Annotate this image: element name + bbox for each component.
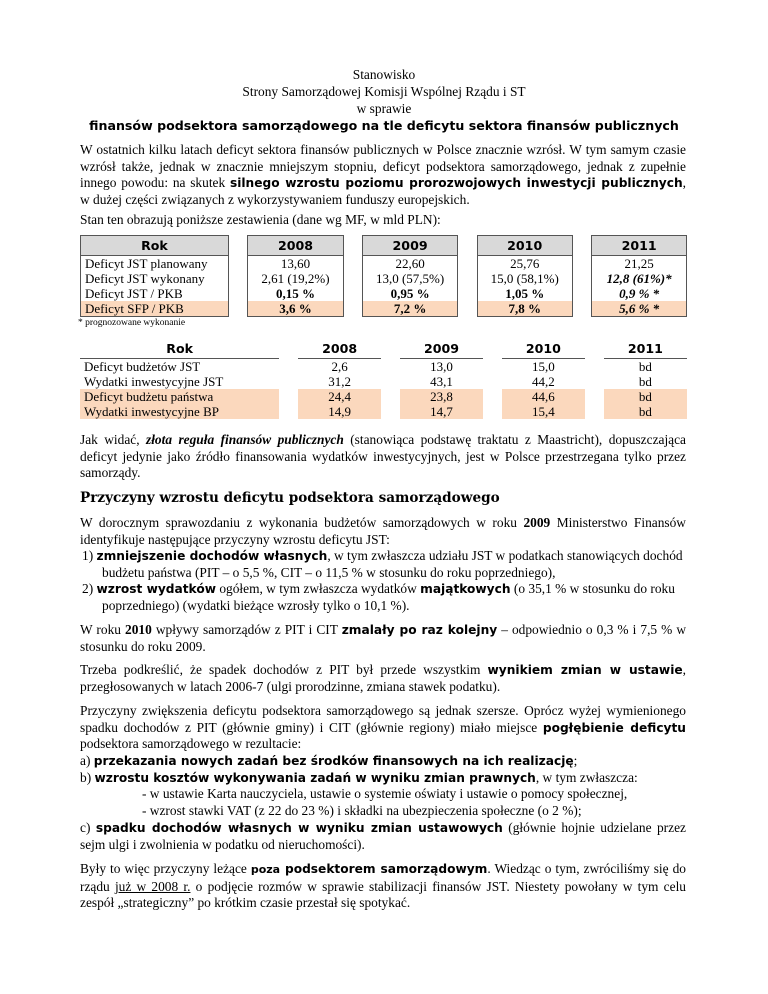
header-line-2: Strony Samorządowej Komisji Wspólnej Rządu i ST: [242, 84, 526, 99]
table-row: Deficyt JST wykonany 2,61 (19,2%) 13,0 (57,5%) 15,0 (58,1%) 12,8 (61%)*: [81, 271, 687, 286]
deficit-table: [80, 235, 687, 317]
list-item: 1) zmniejszenie dochodów własnych, w tym zwłaszcza udziału JST w podatkach stanowiących dochód budżetu państwa (PIT – o 5,5 %, CIT – o 11,5 % w stosunku do roku poprzedniego),: [82, 548, 683, 580]
pit-paragraph: Trzeba podkreślić, że spadek dochodów z PIT był przede wszystkim wynikiem zmian w ustawie, przegłosowanych w latach 2006-7 (ulgi prorodzinne, zmiana stawek podatku).: [80, 662, 686, 694]
table2-header-2008: 2008: [298, 339, 381, 359]
investment-table: [80, 339, 687, 419]
table-row: Deficyt SFP / PKB 3,6 % 7,2 % 7,8 % 5,6 % *: [81, 301, 687, 317]
intro-bold: silnego wzrostu poziomu prorozwojowych inwestycji publicznych: [229, 176, 683, 190]
list-item: a) przekazania nowych zadań bez środków finansowych na ich realizację;: [80, 753, 578, 768]
golden-rule-paragraph: Jak widać, złota reguła finansów publicznych (stanowiąca podstawę traktatu z Maastricht), dopuszczająca deficyt jedynie jako źródło finansowania wydatków inwestycyjnych, jest w Polsce przestrzegana tylko przez samorządy.: [80, 432, 687, 480]
table1-header-2010: 2010: [477, 236, 572, 256]
intro-text-a: W ostatnich kilku latach deficyt sektora finansów publicznych w Polsce znacznie wzrósł. W tym samym czasie wzrósł także, jednak w znacznie mniejszym stopniu, deficyt podsektora samorządowego, jednak z zupełnie innego powodu: na skutek: [80, 142, 686, 190]
list-subitem: - w ustawie Karta nauczyciela, ustawie o systemie oświaty i ustawie o pomocy społecznej,: [142, 786, 628, 801]
list-subitem: - wzrost stawki VAT (z 22 do 23 %) i składki na ubezpieczenia społeczne (o 2 %);: [142, 803, 582, 818]
underlined-date: już w 2008 r.: [114, 878, 191, 894]
table2-header-2011: 2011: [604, 339, 687, 359]
intro-text-c: , w dużej części związanych z wykorzystywaniem funduszy europejskich.: [80, 175, 686, 207]
document-subtitle: finansów podsektora samorządowego na tle deficytu sektora finansów publicznych: [89, 118, 679, 133]
table1-header-2008: 2008: [248, 236, 343, 256]
table2-header-year: Rok: [80, 339, 279, 359]
conclusion-paragraph: Były to więc przyczyny leżące poza podsektorem samorządowym. Wiedząc o tym, zwróciliśmy się do rządu już w 2008 r. o podjęcie rozmów w sprawie stabilizacji finansów JST. Niestety powołany w tym celu zespół „strategiczny” po krótkim czasie przestał się spotykać.: [80, 861, 686, 910]
table1-header-year: Rok: [81, 236, 229, 256]
list-item: b) wzrostu kosztów wykonywania zadań w wyniku zmian prawnych, w tym zwłaszcza:: [80, 770, 638, 785]
table1-header-2011: 2011: [592, 236, 687, 256]
golden-rule-phrase: złota reguła finansów publicznych: [146, 432, 344, 447]
ministry-report-paragraph: W dorocznym sprawozdaniu z wykonania budżetów samorządowych w roku 2009 Ministerstwo Finansów identyfikuje następujące przyczyny wzrostu deficytu JST:: [80, 515, 686, 547]
table-row: Deficyt JST planowany 13,60 22,60 25,76 21,25: [81, 256, 687, 272]
intro-paragraph-2: Stan ten obrazują poniższe zestawienia (dane wg MF, w mld PLN):: [80, 212, 441, 227]
table1-footnote: * prognozowane wykonanie: [78, 318, 186, 328]
list-item: c) spadku dochodów własnych w wyniku zmian ustawowych (głównie hojnie udzielane przez sejm ulgi i zwolnienia w podatku od nieruchomości).: [80, 820, 686, 852]
header-line-1: Stanowisko: [352, 67, 416, 82]
table-row: Wydatki inwestycyjne JST 31,2 43,1 44,2 bd: [84, 374, 652, 389]
table2-header-2010: 2010: [502, 339, 585, 359]
table2-header-2009: 2009: [400, 339, 483, 359]
table-row: Wydatki inwestycyjne BP 14,9 14,7 15,4 bd: [80, 404, 687, 419]
year-2010-paragraph: W roku 2010 wpływy samorządów z PIT i CIT zmalały po raz kolejny – odpowiednio o 0,3 % i 7,5 % w stosunku do roku 2009.: [80, 622, 687, 654]
table-row: Deficyt budżetu państwa 24,4 23,8 44,6 bd: [80, 389, 687, 404]
table-row: Deficyt budżetów JST 2,6 13,0 15,0 bd: [84, 359, 652, 374]
table1-header-2009: 2009: [363, 236, 458, 256]
section-heading: Przyczyny wzrostu deficytu podsektora samorządowego: [80, 490, 500, 506]
list-item: 2) wzrost wydatków ogółem, w tym zwłaszcza wydatków majątkowych (o 35,1 % w stosunku do roku poprzedniego) (wydatki bieżące wzrosły tylko o 10,1 %).: [82, 581, 675, 613]
header-line-3: w sprawie: [356, 101, 412, 116]
table-row: Deficyt JST / PKB 0,15 % 0,95 % 1,05 % 0,9 % *: [81, 286, 687, 301]
causes-paragraph: Przyczyny zwiększenia deficytu podsektora samorządowego są jednak szersze. Oprócz wyżej wymienionego spadku dochodów z PIT (głównie gminy) i CIT (głównie regiony) miało miejsce pogłębienie deficytu podsektora samorządowego w rezultacie:: [80, 703, 686, 751]
intro-paragraph: [80, 142, 686, 208]
